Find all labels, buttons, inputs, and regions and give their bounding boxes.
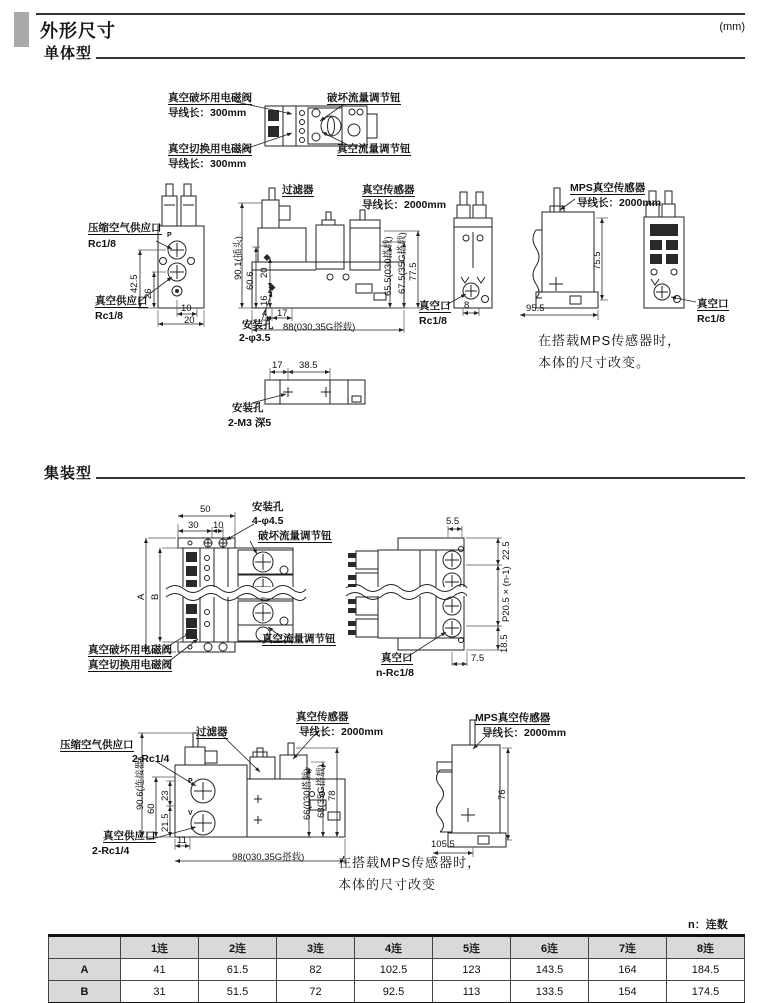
table-header-8: 8连 bbox=[667, 936, 745, 959]
manifold-dimension-table bbox=[48, 934, 745, 1003]
label-manifold-sensor-lead: 导线长：2000mm bbox=[299, 726, 384, 738]
dim-20-side: 20 bbox=[259, 267, 270, 278]
table-cell: 174.5 bbox=[667, 981, 745, 1003]
label-vacuum-flow-knob: 真空流量调节钮 bbox=[337, 143, 411, 155]
dim-90-1: 90.1(插头) bbox=[233, 236, 244, 280]
drawing-manifold-side-view bbox=[346, 526, 502, 666]
label-break-valve-lead: 导线长：300mm bbox=[168, 107, 247, 119]
table-row-B bbox=[49, 981, 745, 1003]
dim-23: 23 bbox=[160, 790, 171, 801]
dim-90-6: 90.6(连接器) bbox=[135, 756, 146, 810]
dim-10-manifold: 10 bbox=[213, 520, 224, 531]
dim-18-5: 18.5 bbox=[499, 634, 510, 653]
table-row-label-A: A bbox=[49, 959, 121, 981]
dim-38-5: 38.5 bbox=[299, 360, 318, 371]
dim-98: 98(030,35G搭载) bbox=[232, 852, 305, 863]
table-cell: 123 bbox=[433, 959, 511, 981]
dim-60-6: 60.6 bbox=[245, 271, 256, 290]
page-title: 外形尺寸 bbox=[40, 21, 116, 41]
dim-42-5: 42.5 bbox=[129, 274, 140, 293]
dim-A: A bbox=[136, 593, 147, 600]
dim-10: 10 bbox=[181, 303, 192, 314]
label-mount-hole-bottom: 安装孔 bbox=[232, 402, 264, 414]
note-manifold-mps-line2: 本体的尺寸改变 bbox=[338, 877, 437, 892]
label-vacuum-break-valve: 真空破坏用电磁阀 bbox=[168, 92, 252, 104]
label-port-v-manifold: V bbox=[188, 810, 193, 817]
label-port-p-manifold: P bbox=[188, 778, 193, 785]
label-manifold-mount-spec: 4-φ4.5 bbox=[252, 515, 284, 527]
dim-95-5: 95.5 bbox=[526, 303, 545, 314]
dim-67-5: 67.5(35G搭载) bbox=[397, 232, 408, 294]
table-row-A bbox=[49, 959, 745, 981]
label-manifold-vacuum-port: 真空口 bbox=[381, 652, 413, 664]
label-vacuum-sensor: 真空传感器 bbox=[362, 184, 415, 196]
dim-8: 8 bbox=[464, 300, 470, 311]
label-manifold-vacuum-port-size: n-Rc1/8 bbox=[376, 667, 414, 679]
dim-65-5: 65.5(030搭载) bbox=[383, 236, 394, 296]
label-manifold-mps-lead: 导线长：2000mm bbox=[482, 727, 567, 739]
label-mount-hole: 安装孔 bbox=[242, 319, 274, 331]
table-cell: 92.5 bbox=[355, 981, 433, 1003]
dim-21-5: 21.5 bbox=[160, 813, 171, 832]
table-header-2: 2连 bbox=[199, 936, 277, 959]
unit-note: (mm) bbox=[719, 21, 745, 33]
table-header-7: 7连 bbox=[589, 936, 667, 959]
table-cell: 133.5 bbox=[511, 981, 589, 1003]
note-mps-line1: 在搭载MPS传感器时， bbox=[538, 333, 682, 348]
table-cell: 102.5 bbox=[355, 959, 433, 981]
label-vacuum-supply-size: Rc1/8 bbox=[95, 310, 124, 322]
dim-16: 16 bbox=[259, 295, 270, 306]
table-header-4: 4连 bbox=[355, 936, 433, 959]
table-header-corner bbox=[49, 936, 121, 959]
table-cell: 31 bbox=[121, 981, 199, 1003]
dim-76: 76 bbox=[497, 789, 508, 800]
label-vacuum-port: 真空口 bbox=[419, 300, 451, 312]
label-manifold-filter: 过滤器 bbox=[196, 726, 228, 738]
table-row-label-B: B bbox=[49, 981, 121, 1003]
label-manifold-mount-hole: 安装孔 bbox=[252, 501, 284, 513]
label-manifold-mps-sensor: MPS真空传感器 bbox=[475, 712, 551, 724]
label-air-supply-port: 压缩空气供应口 bbox=[88, 222, 162, 234]
label-manifold-vac-supply: 真空供应口 bbox=[103, 830, 156, 842]
table-cell: 51.5 bbox=[199, 981, 277, 1003]
label-mps-sensor: MPS真空传感器 bbox=[570, 182, 646, 194]
dim-60: 60 bbox=[146, 803, 157, 814]
dim-pitch: P20.5 × (n-1) bbox=[501, 566, 512, 622]
table-cell: 82 bbox=[277, 959, 355, 981]
table-cell: 41 bbox=[121, 959, 199, 981]
dim-77-5: 77.5 bbox=[408, 262, 419, 281]
dim-75-5: 75.5 bbox=[592, 251, 603, 270]
table-note: n：连数 bbox=[688, 919, 728, 931]
table-header-row bbox=[49, 936, 745, 959]
dim-50: 50 bbox=[200, 504, 211, 515]
dim-11: 11 bbox=[177, 835, 187, 846]
table-cell: 113 bbox=[433, 981, 511, 1003]
dim-88: 88(030,35G搭载) bbox=[283, 322, 356, 333]
label-sensor-lead: 导线长：2000mm bbox=[362, 199, 447, 211]
section-marker-block bbox=[14, 12, 29, 47]
table-cell: 154 bbox=[589, 981, 667, 1003]
dim-7-5: 7.5 bbox=[471, 653, 485, 664]
label-manifold-vac-size: 2-Rc1/4 bbox=[92, 845, 130, 857]
drawing-single-bottom-view bbox=[252, 368, 365, 404]
dim-20: 20 bbox=[184, 315, 195, 326]
label-vacuum-switch-valve: 真空切换用电磁阀 bbox=[168, 143, 252, 155]
label-air-supply-size: Rc1/8 bbox=[88, 238, 117, 250]
label-manifold-break-valve: 真空破坏用电磁阀 bbox=[88, 644, 172, 656]
dim-26: 26 bbox=[143, 288, 154, 299]
dim-78: 78 bbox=[327, 790, 338, 801]
section-title-single: 单体型 bbox=[44, 45, 93, 62]
dim-105-5: 105.5 bbox=[431, 839, 455, 850]
label-mount-hole-spec: 2-φ3.5 bbox=[239, 332, 271, 344]
dim-22-5: 22.5 bbox=[501, 541, 512, 560]
dim-17: 17 bbox=[277, 308, 288, 319]
dim-B: B bbox=[150, 593, 161, 600]
label-manifold-switch-valve: 真空切换用电磁阀 bbox=[88, 659, 172, 671]
label-mps-sensor-lead: 导线长：2000mm bbox=[577, 197, 662, 209]
section-rule-manifold bbox=[96, 477, 745, 479]
dim-66: 66(030搭载) bbox=[302, 768, 313, 820]
dim-17-bottom: 17 bbox=[272, 360, 283, 371]
label-mount-hole-bottom-spec: 2-M3 深5 bbox=[228, 417, 272, 429]
label-manifold-sensor: 真空传感器 bbox=[296, 711, 349, 723]
table-header-1: 1连 bbox=[121, 936, 199, 959]
label-manifold-flow-knob: 真空流量调节钮 bbox=[262, 633, 336, 645]
label-manifold-air-supply: 压缩空气供应口 bbox=[60, 739, 134, 751]
dim-68: 68(35G搭载) bbox=[316, 764, 327, 818]
dim-4: 4 bbox=[262, 308, 268, 319]
table-cell: 143.5 bbox=[511, 959, 589, 981]
table-header-3: 3连 bbox=[277, 936, 355, 959]
table-cell: 164 bbox=[589, 959, 667, 981]
section-title-manifold: 集装型 bbox=[44, 465, 93, 482]
label-manifold-air-size: 2-Rc1/4 bbox=[132, 753, 170, 765]
label-manifold-break-knob: 破坏流量调节钮 bbox=[258, 530, 332, 542]
section-rule-single bbox=[96, 57, 745, 59]
dim-5-5: 5.5 bbox=[446, 516, 460, 527]
table-cell: 72 bbox=[277, 981, 355, 1003]
label-vacuum-port-mps-size: Rc1/8 bbox=[697, 313, 726, 325]
label-break-flow-knob: 破坏流量调节钮 bbox=[327, 92, 401, 104]
table-cell: 61.5 bbox=[199, 959, 277, 981]
label-vacuum-port-mps: 真空口 bbox=[697, 298, 729, 310]
label-port-p: P bbox=[167, 232, 172, 239]
note-mps-line2: 本体的尺寸改变。 bbox=[538, 355, 651, 370]
note-manifold-mps-line1: 在搭载MPS传感器时， bbox=[338, 855, 482, 870]
dim-30: 30 bbox=[188, 520, 199, 531]
label-vacuum-port-size: Rc1/8 bbox=[419, 315, 448, 327]
table-cell: 184.5 bbox=[667, 959, 745, 981]
table-header-6: 6连 bbox=[511, 936, 589, 959]
label-filter: 过滤器 bbox=[282, 184, 314, 196]
label-vacuum-supply-port: 真空供应口 bbox=[95, 295, 148, 307]
top-rule bbox=[36, 13, 745, 15]
label-switch-valve-lead: 导线长：300mm bbox=[168, 158, 247, 170]
table-header-5: 5连 bbox=[433, 936, 511, 959]
